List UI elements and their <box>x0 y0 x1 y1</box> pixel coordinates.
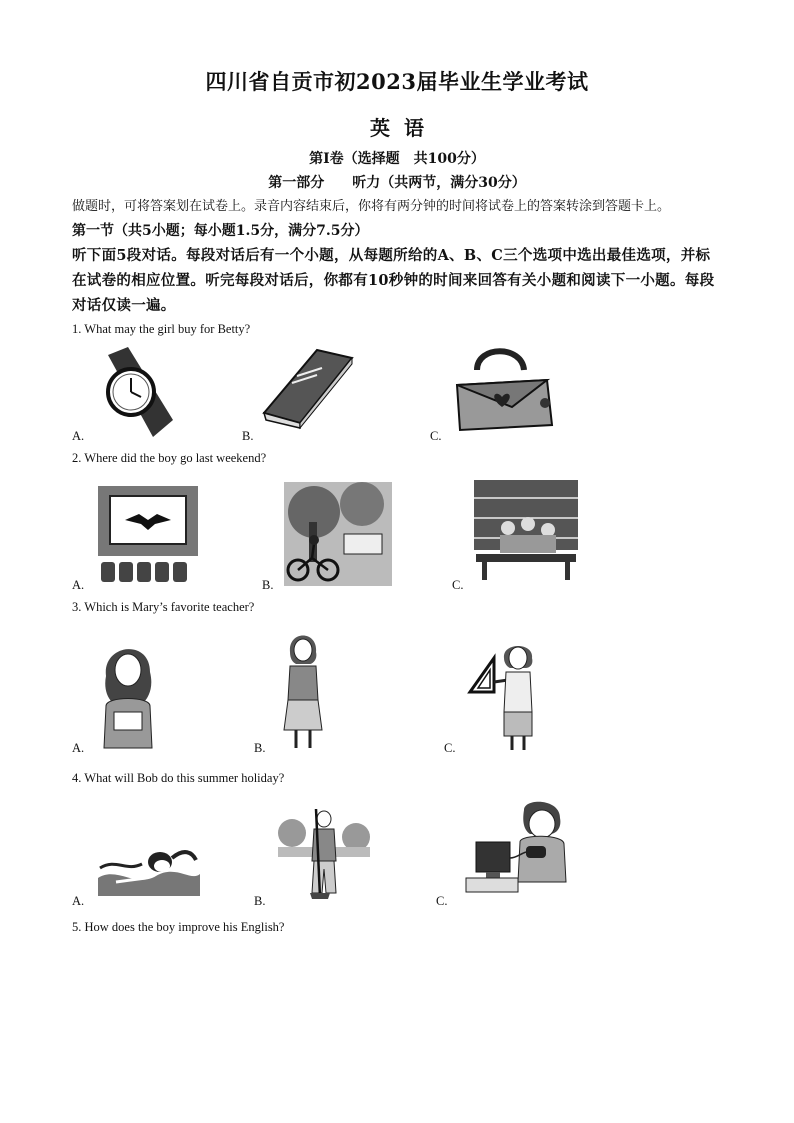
exam-title: 四川省自贡市初2023届毕业生学业考试 <box>205 69 589 94</box>
part-heading: 第一部分 听力（共两节，满分30分） <box>268 175 526 191</box>
teacher-long-hair-icon <box>100 636 156 750</box>
q1-option-a-label[interactable]: A. <box>72 429 85 443</box>
park-cycling-icon <box>284 482 392 586</box>
cinema-icon <box>95 484 201 586</box>
q2-option-b-label[interactable]: B. <box>262 578 274 592</box>
q1-option-c-label[interactable]: C. <box>430 429 442 443</box>
volume-heading: 第Ⅰ卷（选择题 共100分） <box>309 151 485 167</box>
question-4-text: 4. What will Bob do this summer holiday? <box>72 771 285 785</box>
subject-title: 英语 <box>370 116 438 140</box>
swimming-icon <box>96 838 202 900</box>
q3-option-c-label[interactable]: C. <box>444 741 456 755</box>
answer-note: 做题时，可将答案划在试卷上。录音内容结束后，你将有两分钟的时间将试卷上的答案转涂到答题卡上。 <box>72 199 671 214</box>
q2-option-a-label[interactable]: A. <box>72 578 85 592</box>
q4-option-c-label[interactable]: C. <box>436 894 448 908</box>
listening-instructions: 听下面5段对话。每段对话后有一个小题，从每题所给的A、B、C三个选项中选出最佳选项，并标在试卷的相应位置。听完每段对话后，你都有10秒钟的时间来回答有关小题和阅读下一小题。每段对话仅读一遍。 <box>72 247 715 314</box>
q3-option-b-label[interactable]: B. <box>254 741 266 755</box>
q2-option-c-label[interactable]: C. <box>452 578 464 592</box>
teacher-triangle-ruler-icon <box>466 640 548 752</box>
question-5-text: 5. How does the boy improve his English? <box>72 920 285 934</box>
watch-icon <box>98 345 178 440</box>
sweeping-icon <box>278 803 370 901</box>
teacher-short-hair-icon <box>282 630 324 750</box>
gaming-icon <box>464 798 572 896</box>
question-3-text: 3. Which is Mary’s favorite teacher? <box>72 600 255 614</box>
q4-option-b-label[interactable]: B. <box>254 894 266 908</box>
section-heading: 第一节（共5小题；每小题1.5分，满分7.5分） <box>72 223 369 239</box>
question-2-text: 2. Where did the boy go last weekend? <box>72 451 267 465</box>
library-icon <box>472 478 580 582</box>
book-icon <box>262 348 357 430</box>
q1-option-b-label[interactable]: B. <box>242 429 254 443</box>
question-1-text: 1. What may the girl buy for Betty? <box>72 322 251 336</box>
handbag-icon <box>452 345 557 437</box>
q3-option-a-label[interactable]: A. <box>72 741 85 755</box>
q4-option-a-label[interactable]: A. <box>72 894 85 908</box>
